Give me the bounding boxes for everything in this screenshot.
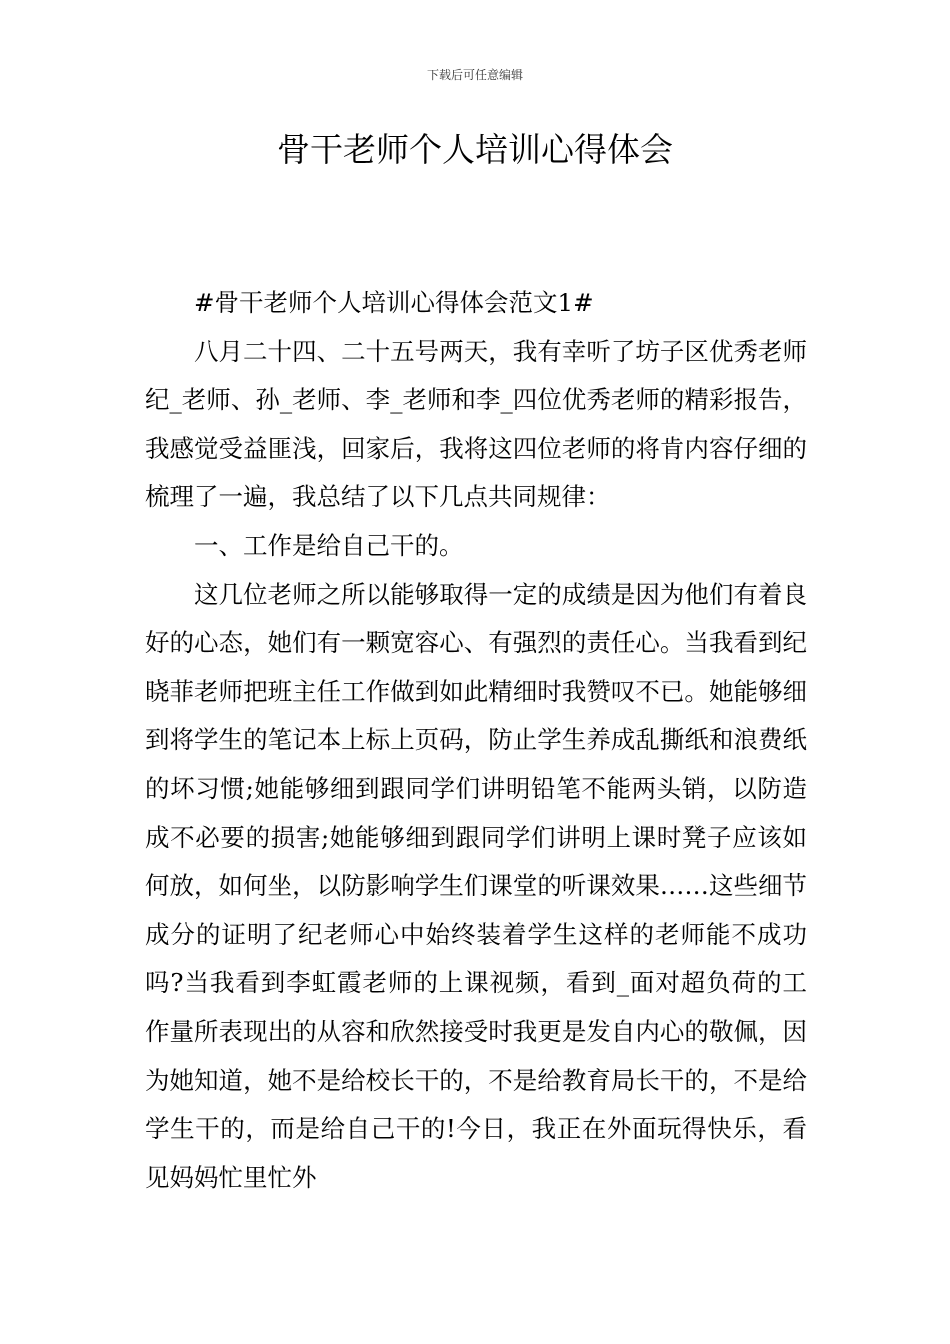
paragraph: 八月二十四、二十五号两天，我有幸听了坊子区优秀老师纪_老师、孙_老师、李_老师和李_四位优秀老师的精彩报告，我感觉受益匪浅，回家后，我将这四位老师的将肯内容仔细的梳理了一遍，我总结了以下几点共同规律： — [145, 336, 807, 512]
paragraph: 一、工作是给自己干的。 — [194, 530, 464, 560]
header-note: 下载后可任意编辑 — [426, 68, 523, 82]
paragraph: 这几位老师之所以能够取得一定的成绩是因为他们有着良好的心态，她们有一颗宽容心、有强烈的责任心。当我看到纪晓菲老师把班主任工作做到如此精细时我赞叹不已。她能够细到将学生的笔记本上标上页码，防止学生养成乱撕纸和浪费纸的坏习惯;她能够细到跟同学们讲明铅笔不能两头销，以防造成不必要的损害;她能够细到跟同学们讲明上课时凳子应该如何放，如何坐，以防影响学生们课堂的听课效果……这些细节成分的证明了纪老师心中始终装着学生这样的老师能不成功吗?当我看到李虹霞老师的上课视频，看到_面对超负荷的工作量所表现出的从容和欣然接受时我更是发自内心的敬佩，因为她知道，她不是给校长干的，不是给教育局长干的，不是给学生干的，而是给自己干的!今日，我正在外面玩得快乐，看见妈妈忙里忙外 — [145, 579, 807, 1192]
section-heading: #骨干老师个人培训心得体会范文1# — [194, 288, 594, 317]
document-title: 骨干老师个人培训心得体会 — [277, 130, 673, 169]
document-body — [145, 279, 807, 1202]
